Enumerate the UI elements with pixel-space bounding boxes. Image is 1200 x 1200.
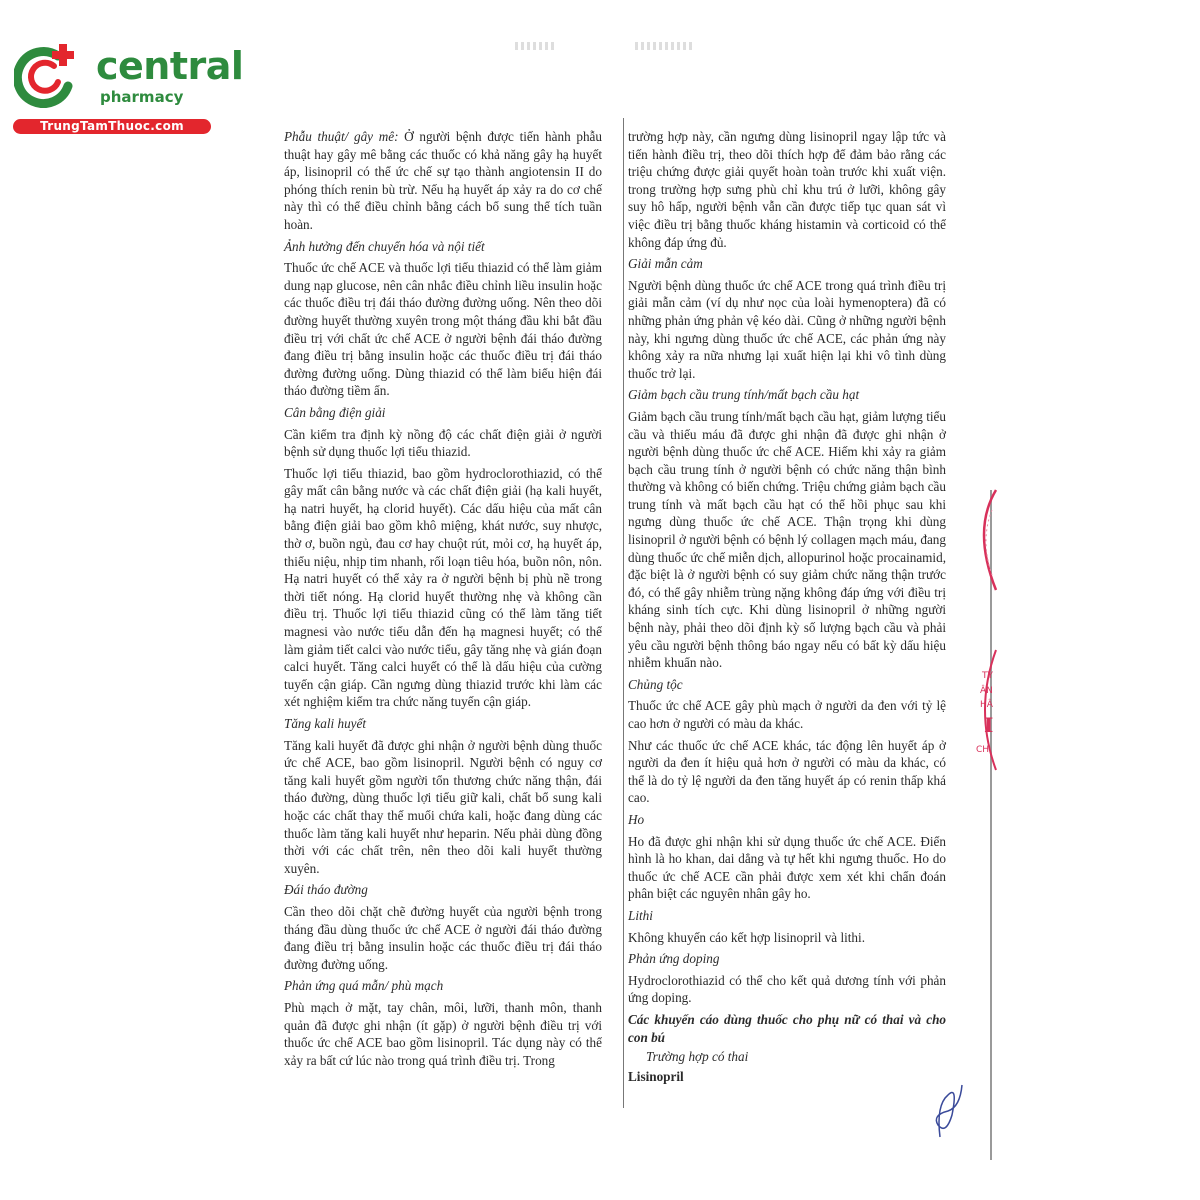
- paragraph: Giảm bạch cầu trung tính/mất bạch cầu hạt, giảm lượng tiểu cầu và thiếu máu đã được ghi nhận đã được ghi nhận ở người bệnh dùng thuốc ức chế ACE. Hiếm khi xảy ra giảm bạch cầu trung tính ở người bệnh có chức năng thận bình thường và không có biến chứng. Triệu chứng giảm bạch cầu trung tính và mất bạch cầu hạt có thể hồi phục sau khi ngưng dùng thuốc ức chế ACE. Thận trọng khi dùng lisinopril ở người bệnh có bệnh lý collagen mạch máu, đang dùng thuốc ức chế miễn dịch, allopurinol hoặc procainamid, đặc biệt là ở người bệnh có suy giảm chức năng thận trước đó, có thể gây nhiễm trùng nặng không đáp ứng với điều trị kháng sinh tích cực. Khi dùng lisinopril ở những người bệnh này, phải theo dõi định kỳ số lượng bạch cầu và phải yêu cầu người bệnh thông báo ngay nếu có bất kỳ dấu hiệu nhiễm khuẩn nào.: [628, 408, 946, 671]
- svg-text:ÂN: ÂN: [980, 686, 993, 696]
- company-stamp-icon: [966, 480, 1006, 780]
- paragraph: Như các thuốc ức chế ACE khác, tác động lên huyết áp ở người da đen ít hiệu quả hơn ở người có màu da khác, có thể là do tỷ lệ người da đen tăng huyết áp có renin thấp khá cao.: [628, 737, 946, 806]
- pharmacy-cross-logo-icon: [14, 42, 80, 108]
- logo-brand-text: central: [96, 44, 244, 88]
- logo-url-badge: TrungTamThuoc.com: [13, 119, 211, 134]
- section-heading: Phản ứng quá mẫn/ phù mạch: [284, 978, 444, 994]
- subsection-heading: Trường hợp có thai: [646, 1049, 749, 1065]
- section-heading: Ảnh hưởng đến chuyển hóa và nội tiết: [284, 238, 485, 254]
- section-heading: Chủng tộc: [628, 676, 683, 692]
- section-heading: Đái tháo đường: [284, 882, 368, 898]
- signature-icon: [928, 1075, 968, 1145]
- inline-heading: Phẫu thuật/ gây mê:: [284, 129, 399, 144]
- paragraph: Thuốc ức chế ACE gây phù mạch ở người da đen với tỷ lệ cao hơn ở người có màu da khác.: [628, 698, 946, 731]
- left-column: [284, 128, 602, 1073]
- svg-text:HÂ: HÂ: [980, 700, 993, 710]
- scan-artifact: [515, 42, 555, 50]
- section-heading: Tăng kali huyết: [284, 716, 367, 731]
- drug-name-heading: Lisinopril: [628, 1068, 684, 1084]
- paragraph: Thuốc lợi tiểu thiazid, bao gồm hydroclorothiazid, có thể gây mất cân bằng nước và các chất điện giải (hạ kali huyết, hạ natri huyết, hạ clorid huyết). Các dấu hiệu của mất cân bằng điện giải bao gồm khô miệng, khát nước, suy nhược, thờ ơ, buồn ngủ, đau cơ hay chuột rút, mỏi cơ, hạ huyết áp, thiểu niệu, nhịp tim nhanh, rối loạn tiêu hóa, buồn nôn, nôn. Hạ natri huyết có thể xảy ra ở người bệnh bị phù nề trong thời tiết nóng. Hạ clorid huyết thường nhẹ và không cần điều trị. Thuốc lợi tiểu thiazid cũng có thể làm tăng tiết magnesi vào nước tiểu dẫn đến hạ magnesi huyết; có thể làm giảm tiết calci vào nước tiểu, gây tăng nhẹ và gián đoạn calci huyết. Tăng calci huyết có thể là dấu hiệu của cường tuyến cận giáp. Cần ngưng dùng thiazid trước khi làm các xét nghiệm kiểm tra chức năng tuyến cận giáp.: [284, 465, 602, 710]
- paragraph: Cần kiểm tra định kỳ nồng độ các chất điện giải ở người bệnh sử dụng thuốc lợi tiểu thiazid.: [284, 426, 602, 460]
- svg-text:I: I: [984, 713, 994, 737]
- section-heading: Phản ứng doping: [628, 951, 720, 967]
- section-heading: Giảm bạch cầu trung tính/mất bạch cầu hạt: [628, 387, 860, 403]
- paragraph: Thuốc ức chế ACE và thuốc lợi tiểu thiazid có thể làm giảm dung nạp glucose, nên cân nhắc điều chỉnh liều insulin hoặc các thuốc điều trị đái tháo đường đường uống. Nên theo dõi đường huyết thường xuyên trong một tháng đầu khi bắt đầu điều trị với chất ức chế ACE ở người bệnh đái tháo đường đang điều trị bằng insulin hoặc các thuốc điều trị đái tháo đường đường uống. Dùng thiazid có thể làm biểu hiện đái tháo đường tiềm ẩn.: [284, 260, 602, 399]
- column-divider: [623, 118, 624, 1108]
- section-heading: Cân bằng điện giải: [284, 404, 386, 420]
- paragraph: Cần theo dõi chặt chẽ đường huyết của người bệnh trong tháng đầu dùng thuốc ức chế ACE ở người đái tháo đường đang điều trị bằng insulin hoặc các thuốc điều trị đái tháo đường đường uống.: [284, 903, 602, 972]
- paragraph: Hydroclorothiazid có thể cho kết quả dương tính với phản ứng doping.: [628, 972, 946, 1006]
- logo-sub-text: pharmacy: [100, 88, 184, 106]
- document-page: [262, 118, 990, 1168]
- section-heading-bold: Các khuyến cáo dùng thuốc cho phụ nữ có thai và cho con bú: [628, 1011, 946, 1045]
- paragraph: Tăng kali huyết đã được ghi nhận ở người bệnh dùng thuốc ức chế ACE, bao gồm lisinopril. Người bệnh có nguy cơ tăng kali huyết gồm người tổn thương chức năng thận, đái tháo đường, dùng thuốc lợi tiểu giữ kali, chất bổ sung kali hoặc các chất thay thế muối chứa kali, hoặc đang dùng các thuốc làm tăng kali huyết như heparin. Nếu phải dùng đồng thời với các chất trên, nên theo dõi kali huyết thường xuyên.: [284, 737, 602, 876]
- paragraph: trường hợp này, cần ngưng dùng lisinopril ngay lập tức và tiến hành điều trị, theo dõi thích hợp để đảm bảo rằng các triệu chứng được giải quyết hoàn toàn trước khi xuất viện. trong trường hợp sưng phù chỉ khu trú ở lưỡi, không gây suy hô hấp, người bệnh vẫn cần được tiếp tục quan sát vì việc điều trị bằng thuốc kháng histamin và corticoid có thể không đáp ứng đủ.: [628, 129, 946, 250]
- svg-text:CH: CH: [976, 745, 990, 755]
- paragraph: Phẫu thuật/ gây mê: Ở người bệnh được tiến hành phẫu thuật hay gây mê bằng các thuốc có khả năng gây hạ huyết áp, lisinopril có thể ức chế sự tạo thành angiotensin II do phóng thích renin bù trừ. Nếu hạ huyết áp xảy ra do cơ chế này thì có thể điều chỉnh bằng cách bổ sung thể tích tuần hoàn.: [284, 129, 602, 232]
- central-pharmacy-logo: [10, 38, 244, 138]
- paragraph: Không khuyến cáo kết hợp lisinopril và lithi.: [628, 929, 865, 945]
- section-heading: Giải mẫn cảm: [628, 256, 703, 272]
- svg-text:TY: TY: [982, 671, 993, 681]
- section-heading: Lithi: [628, 907, 653, 923]
- paragraph: Phù mạch ở mặt, tay chân, môi, lưỡi, thanh môn, thanh quản đã được ghi nhận (ít gặp) ở người bệnh điều trị với thuốc ức chế ACE bao gồm lisinopril. Tác dụng này có thể xảy ra bất cứ lúc nào trong quá trình điều trị. Trong: [284, 999, 602, 1068]
- paragraph: Người bệnh dùng thuốc ức chế ACE trong quá trình điều trị giải mẫn cảm (ví dụ như nọc của loài hymenoptera) đã có những phản ứng phản vệ kéo dài. Cũng ở những người bệnh này, khi ngưng dùng thuốc ức chế ACE, các phản ứng này không xảy ra nữa nhưng lại xuất hiện lại khi vô tình dùng thuốc trở lại.: [628, 277, 946, 381]
- scan-artifact: [635, 42, 695, 50]
- paragraph: Ho đã được ghi nhận khi sử dụng thuốc ức chế ACE. Điển hình là ho khan, dai dẳng và tự hết khi ngưng thuốc. Ho do thuốc ức chế ACE cần phải được xem xét khi chẩn đoán phân biệt các nguyên nhân gây ho.: [628, 833, 946, 902]
- right-column: [628, 128, 946, 1085]
- section-heading: Ho: [628, 811, 645, 827]
